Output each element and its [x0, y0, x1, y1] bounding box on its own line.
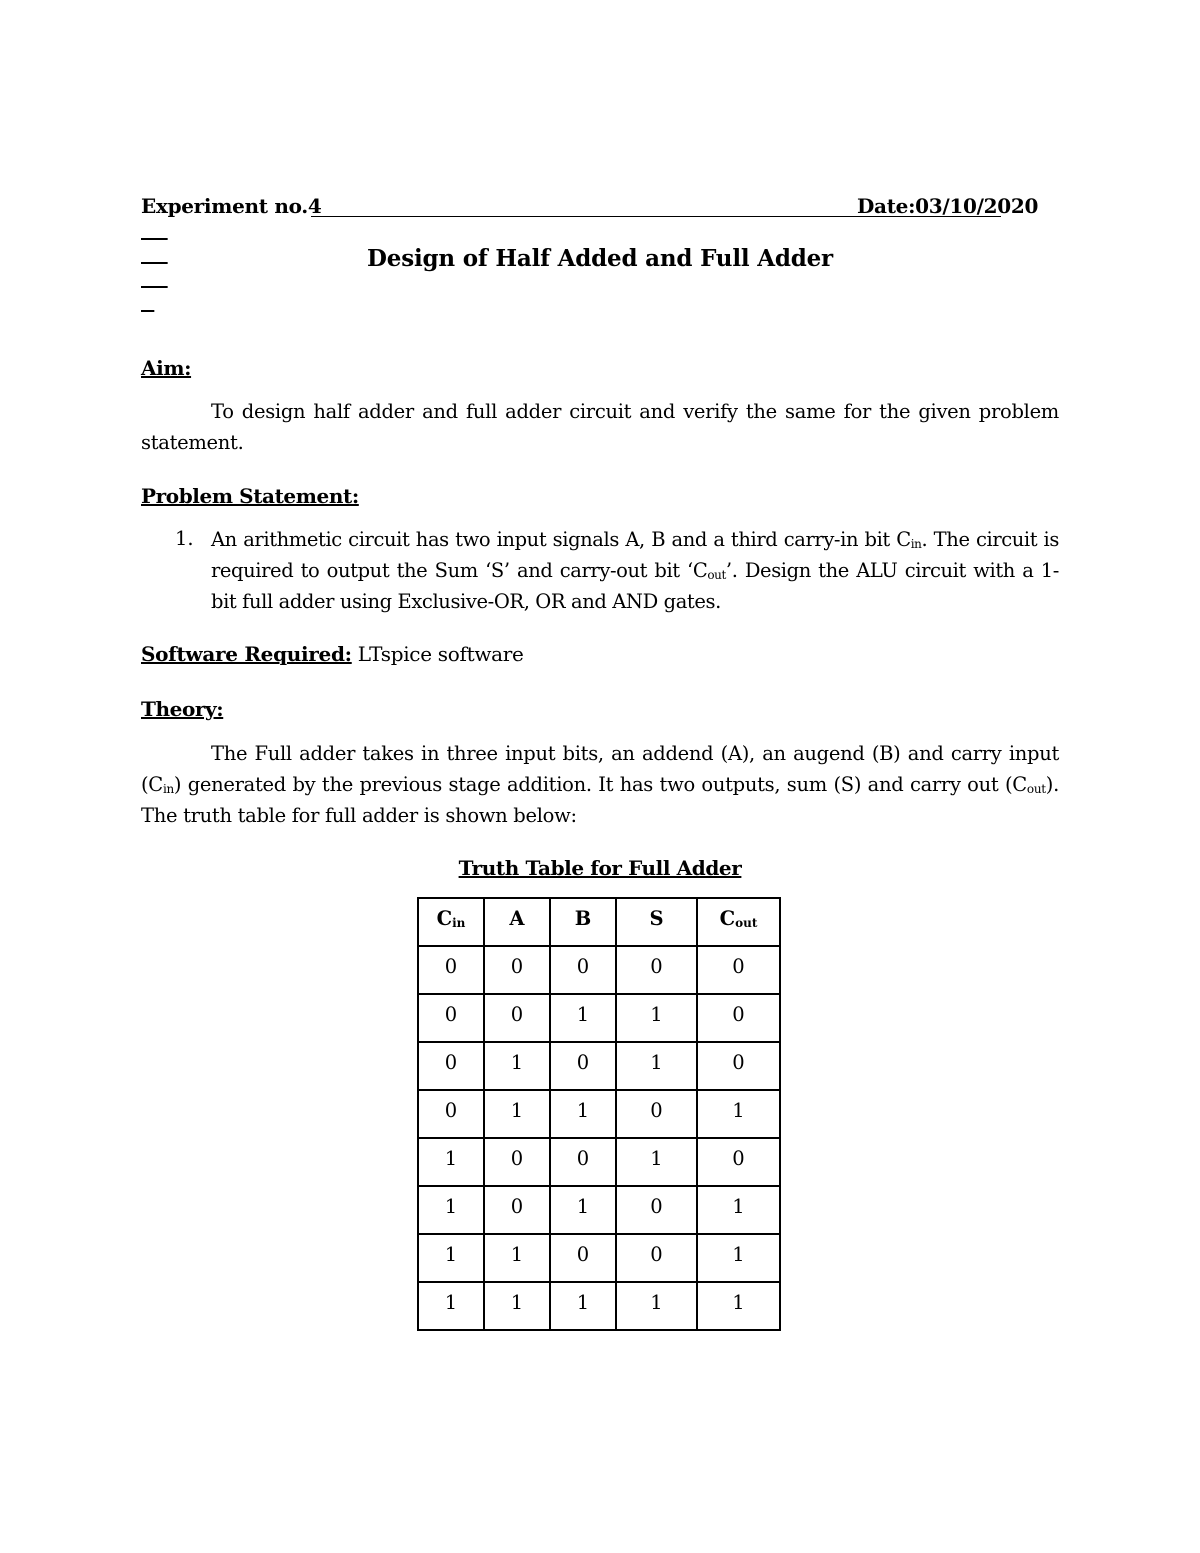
table-cell: 1	[418, 1186, 484, 1234]
table-cell: 1	[616, 994, 697, 1042]
table-cell: 0	[418, 994, 484, 1042]
table-row	[418, 1282, 780, 1330]
table-cell: 0	[550, 946, 616, 994]
table-cell: 1	[418, 1138, 484, 1186]
table-row	[418, 1138, 780, 1186]
header-main: S	[649, 907, 664, 930]
table-row	[418, 1090, 780, 1138]
theory-text-part: ). The truth table for full adder is shown below:	[141, 773, 1059, 827]
table-cell: 0	[550, 1138, 616, 1186]
table-cell: 0	[418, 1090, 484, 1138]
table-cell: 0	[697, 994, 780, 1042]
table-header-row	[418, 898, 780, 946]
document-title: Design of Half Added and Full Adder	[367, 245, 833, 272]
table-row	[418, 994, 780, 1042]
software-required	[141, 642, 524, 666]
table-row	[418, 1234, 780, 1282]
table-title: Truth Table for Full Adder	[458, 856, 742, 880]
software-value: LTspice software	[351, 642, 524, 666]
header-sub: in	[452, 916, 466, 930]
table-cell: 0	[616, 1234, 697, 1282]
table-row	[418, 946, 780, 994]
table-cell: 0	[616, 1186, 697, 1234]
header-main: C	[719, 907, 736, 930]
table-cell: 1	[697, 1090, 780, 1138]
table-cell: 0	[418, 1042, 484, 1090]
software-label: Software Required:	[141, 642, 352, 666]
table-cell: 0	[697, 1138, 780, 1186]
theory-heading: Theory:	[141, 697, 224, 721]
table-cell: 0	[616, 1090, 697, 1138]
list-number: 1.	[175, 527, 194, 550]
table-cell: 1	[550, 1090, 616, 1138]
table-cell: 1	[616, 1138, 697, 1186]
table-body	[418, 946, 780, 1330]
table-cell: 0	[418, 946, 484, 994]
table-cell: 1	[550, 1186, 616, 1234]
experiment-date: Date:03/10/2020	[857, 194, 1039, 218]
table-cell: 1	[484, 1234, 550, 1282]
problem-text-part: ’. Design the ALU circuit with a 1-bit full adder using Exclusive-OR, OR and AND gates.	[211, 559, 1059, 613]
table-cell: 1	[697, 1282, 780, 1330]
table-cell: 1	[418, 1234, 484, 1282]
table-cell: 0	[616, 946, 697, 994]
table-cell: 0	[484, 994, 550, 1042]
table-row	[418, 1042, 780, 1090]
header-a	[484, 898, 550, 946]
problem-text-part: An arithmetic circuit has two input signals A, B and a third carry-in bit C	[211, 528, 911, 551]
experiment-number: Experiment no.4	[141, 194, 322, 218]
table-cell: 0	[484, 1186, 550, 1234]
problem-text	[211, 524, 1059, 617]
header-s	[616, 898, 697, 946]
table-cell: 1	[697, 1186, 780, 1234]
subscript-out: out	[1026, 782, 1046, 796]
header-b	[550, 898, 616, 946]
table-cell: 1	[484, 1282, 550, 1330]
table-cell: 0	[550, 1234, 616, 1282]
table-cell: 0	[550, 1042, 616, 1090]
table-cell: 0	[484, 1138, 550, 1186]
header-cout	[697, 898, 780, 946]
theory-text	[141, 738, 1059, 831]
table-cell: 1	[616, 1042, 697, 1090]
header-cin	[418, 898, 484, 946]
aim-text	[141, 396, 1059, 458]
aim-heading: Aim:	[141, 356, 192, 380]
subscript-in: in	[910, 537, 922, 551]
table-cell: 0	[697, 1042, 780, 1090]
subscript-in: in	[162, 782, 174, 796]
truth-table	[417, 897, 781, 1331]
table-cell: 1	[697, 1234, 780, 1282]
table-cell: 1	[550, 994, 616, 1042]
theory-text-part: ) generated by the previous stage addition. It has two outputs, sum (S) and carry out (C	[173, 773, 1027, 796]
theory-text-part: The Full adder takes in three input bits, an addend (A), an augend (B) and carry input (C	[141, 742, 1059, 796]
table-cell: 1	[418, 1282, 484, 1330]
problem-heading: Problem Statement:	[141, 484, 359, 508]
table-cell: 1	[550, 1282, 616, 1330]
header-main: B	[574, 907, 592, 930]
header-sub: out	[735, 916, 758, 930]
header-main: A	[509, 907, 525, 930]
problem-text-part: . The circuit is required to output the Sum ‘S’ and carry-out bit ‘C	[211, 528, 1060, 582]
table-cell: 1	[484, 1090, 550, 1138]
table-cell: 0	[697, 946, 780, 994]
table-cell: 0	[484, 946, 550, 994]
table-cell: 1	[616, 1282, 697, 1330]
subscript-out: out	[707, 568, 726, 582]
table-row	[418, 1186, 780, 1234]
header-main: C	[436, 907, 453, 930]
aim-body: To design half adder and full adder circuit and verify the same for the given problem statement.	[141, 400, 1059, 454]
table-cell: 1	[484, 1042, 550, 1090]
